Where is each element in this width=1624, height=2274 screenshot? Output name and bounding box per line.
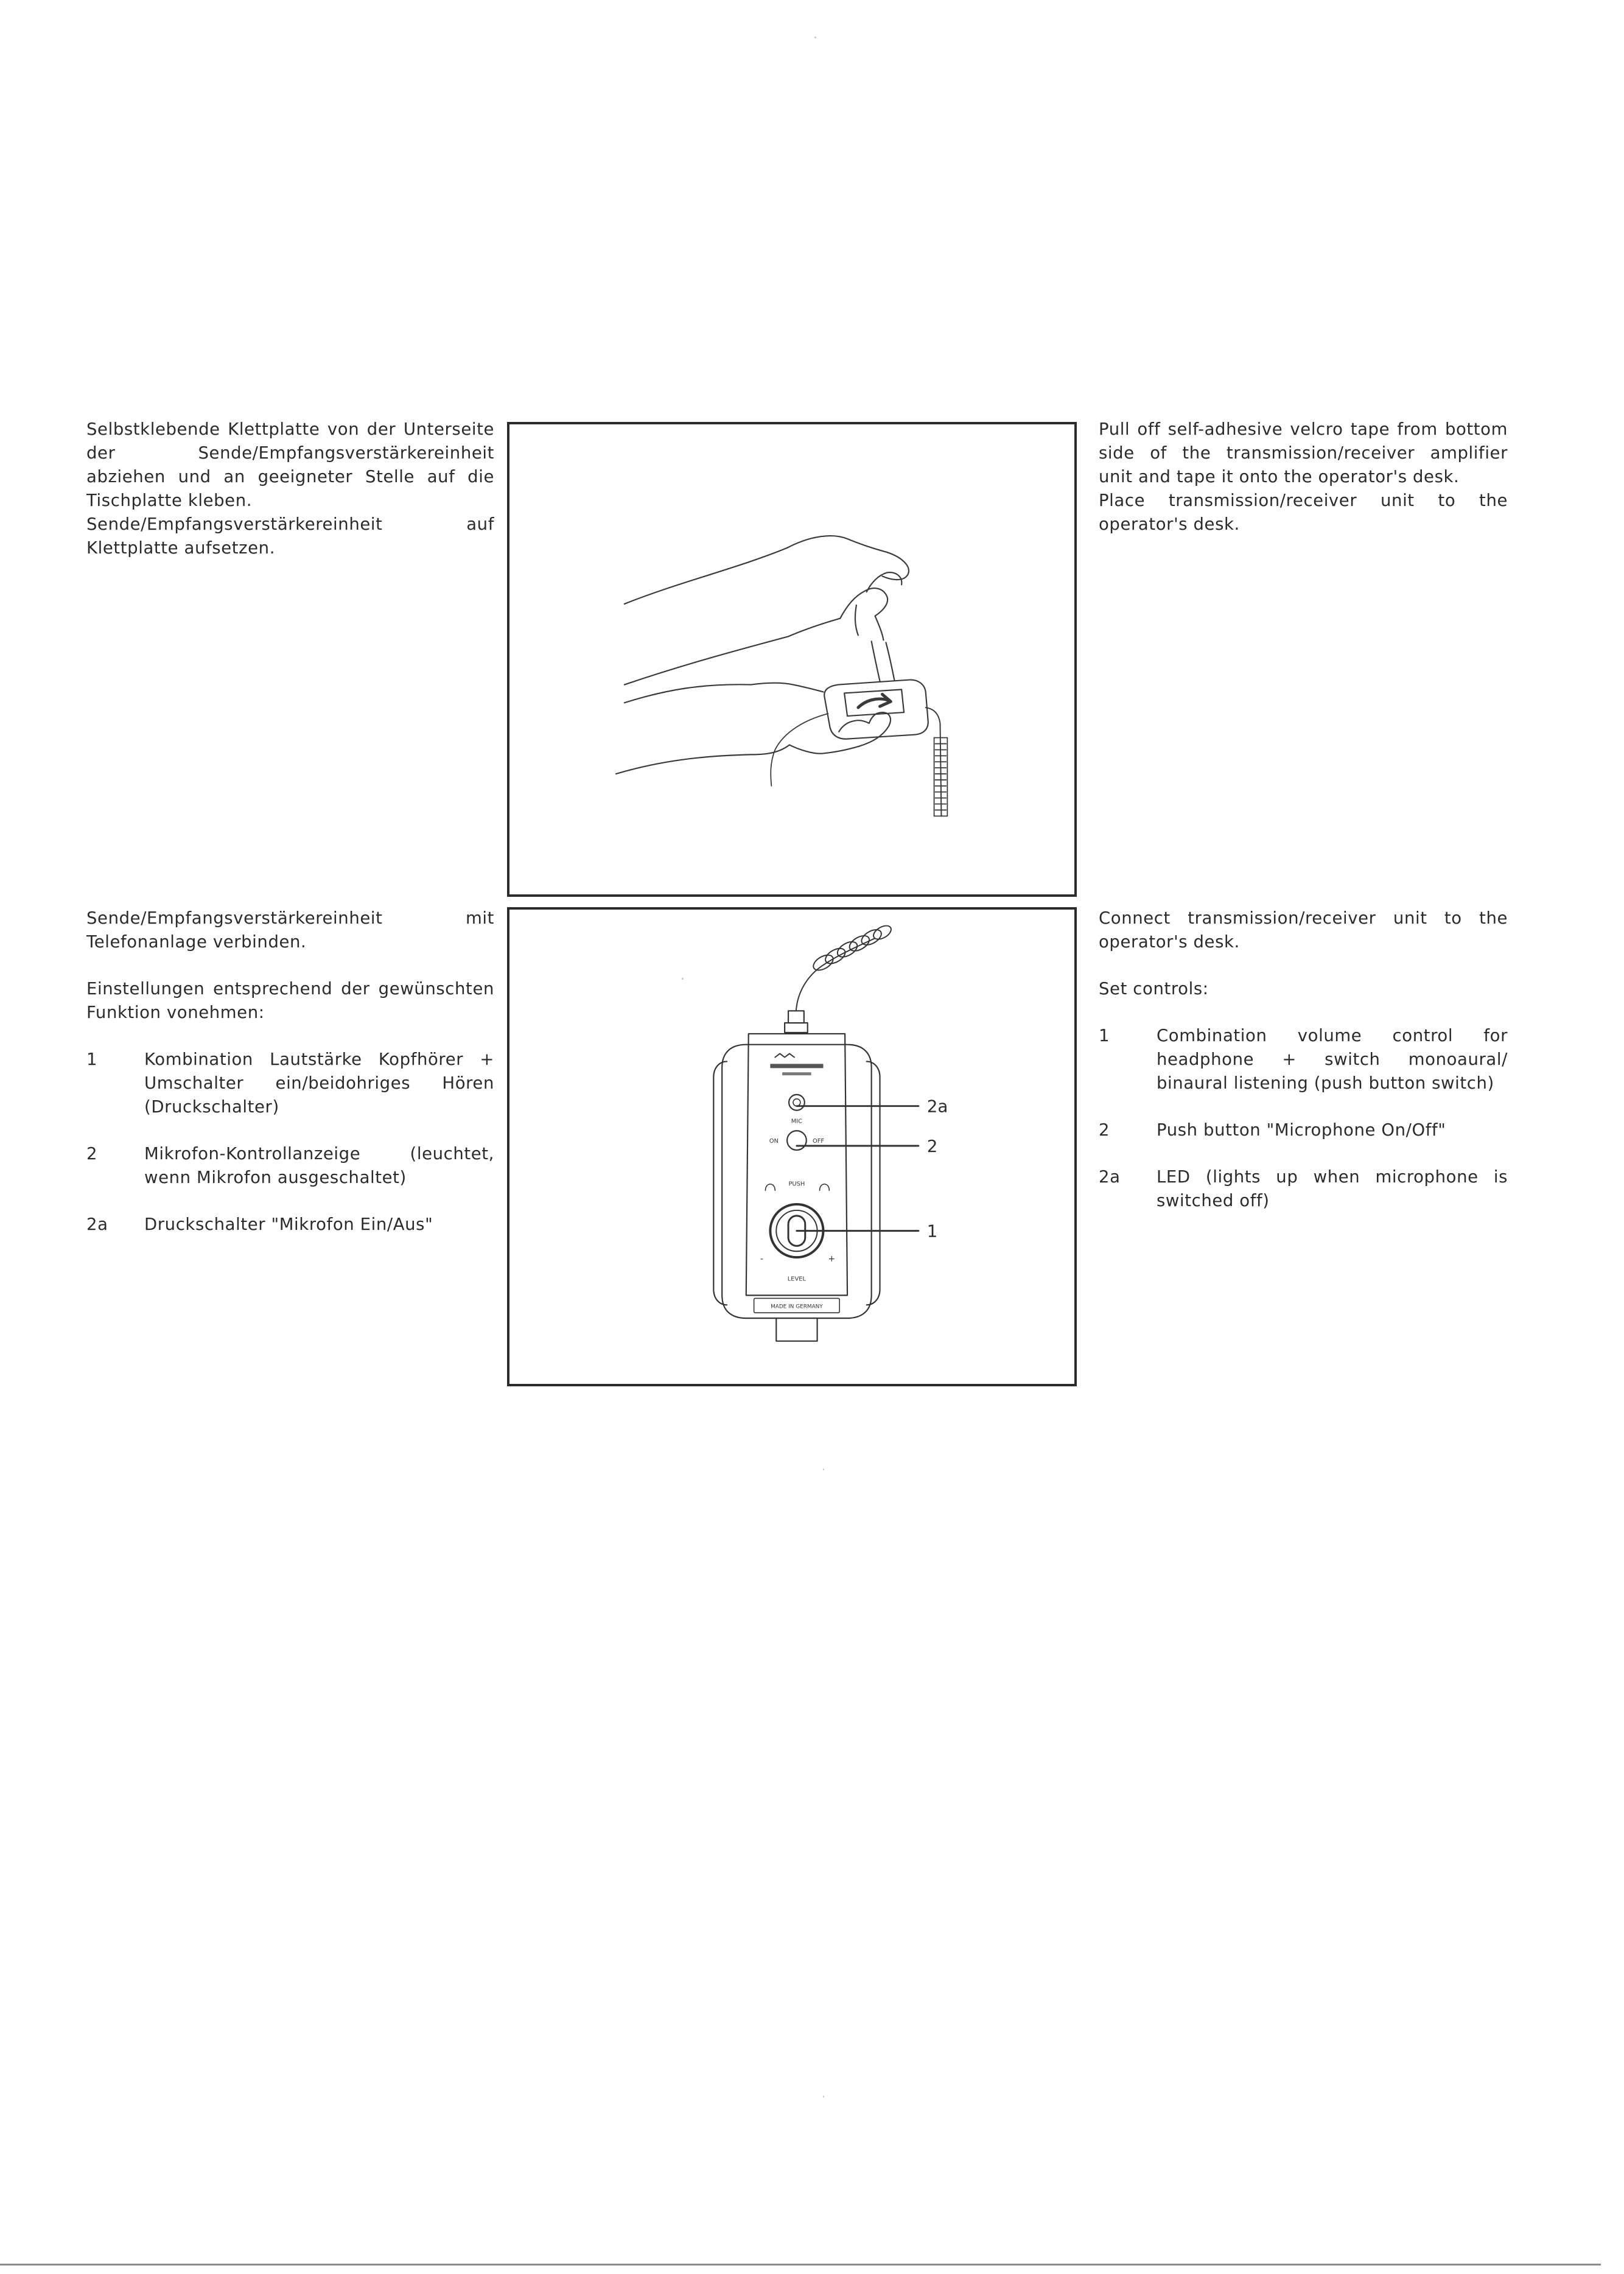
english-item-1	[1099, 1024, 1508, 1095]
scan-speck	[823, 1469, 824, 1470]
mic-label: MIC	[791, 1118, 803, 1125]
german-item-2-number: 2	[86, 1144, 98, 1163]
callout-1: 1	[926, 1221, 938, 1241]
push-label: PUSH	[788, 1181, 805, 1188]
section1-german-para-1: Selbstklebende Klettplatte von der Unterseite der Sende/Empfangsverstärkereinheit abziehen und an geeigneter Stelle auf die Tischplatte kleben.	[86, 419, 494, 510]
off-label: OFF	[812, 1138, 825, 1145]
german-item-1-text: Kombination Lautstärke Kopfhörer + Umschalter ein/beidohriges Hören (Druckschalter)	[144, 1050, 494, 1117]
device-controls-illustration	[509, 910, 1074, 1384]
section2-german-para-2: Einstellungen entsprechend der gewünschten Funktion vonehmen:	[86, 979, 494, 1022]
figure-device-controls	[507, 907, 1077, 1386]
scan-speck	[682, 978, 684, 980]
german-item-2a-number: 2a	[86, 1215, 108, 1234]
on-label: ON	[769, 1138, 779, 1145]
level-label: LEVEL	[787, 1276, 807, 1283]
section2-english-para-1: Connect transmission/receiver unit to the operator's desk.	[1099, 908, 1508, 952]
english-item-2-number: 2	[1099, 1120, 1110, 1140]
section1-english-para-1: Pull off self-adhesive velcro tape from bottom side of the transmission/receiver amplifier unit and tape it onto the operator's desk.	[1099, 419, 1508, 486]
section1-english-text	[1099, 418, 1508, 536]
callout-2: 2	[926, 1135, 938, 1156]
made-in-label: MADE IN GERMANY	[771, 1304, 823, 1310]
scan-speck	[814, 37, 816, 38]
german-item-2a-text: Druckschalter "Mikrofon Ein/Aus"	[144, 1215, 433, 1234]
english-item-1-number: 1	[1099, 1026, 1110, 1045]
english-item-2-text: Push button "Microphone On/Off"	[1157, 1120, 1446, 1140]
section1-german-text	[86, 418, 494, 560]
section1-german-para-2: Sende/Empfangsverstärkereinheit auf Klettplatte aufsetzen.	[86, 514, 494, 558]
section2-english-text	[1099, 907, 1508, 1236]
english-item-2a-number: 2a	[1099, 1167, 1121, 1187]
english-item-2a-text: LED (lights up when microphone is switched off)	[1157, 1167, 1508, 1210]
scan-speck	[823, 2096, 824, 2097]
level-plus-label: +	[828, 1254, 836, 1265]
hands-attaching-unit-illustration	[509, 424, 1074, 894]
german-item-1-number: 1	[86, 1050, 98, 1069]
german-item-2	[86, 1142, 494, 1190]
section2-german-text	[86, 907, 494, 1260]
section2-english-para-2: Set controls:	[1099, 979, 1209, 998]
page-bottom-edge	[0, 2264, 1601, 2265]
german-item-1	[86, 1048, 494, 1119]
english-item-1-text: Combination volume control for headphone + switch monoaural/ binaural listening (push button switch)	[1157, 1026, 1508, 1093]
callout-2a: 2a	[926, 1096, 948, 1117]
section1-english-para-2: Place transmission/receiver unit to the operator's desk.	[1099, 491, 1508, 534]
english-item-2	[1099, 1118, 1508, 1142]
level-minus-label: -	[760, 1254, 764, 1265]
german-item-2a	[86, 1213, 494, 1237]
english-item-2a	[1099, 1165, 1508, 1213]
german-item-2-text: Mikrofon-Kontrollanzeige (leuchtet, wenn Mikrofon ausgeschaltet)	[144, 1144, 494, 1187]
figure-velcro-attach	[507, 422, 1077, 897]
section2-german-para-1: Sende/Empfangsverstärkereinheit mit Telefonanlage verbinden.	[86, 908, 494, 952]
